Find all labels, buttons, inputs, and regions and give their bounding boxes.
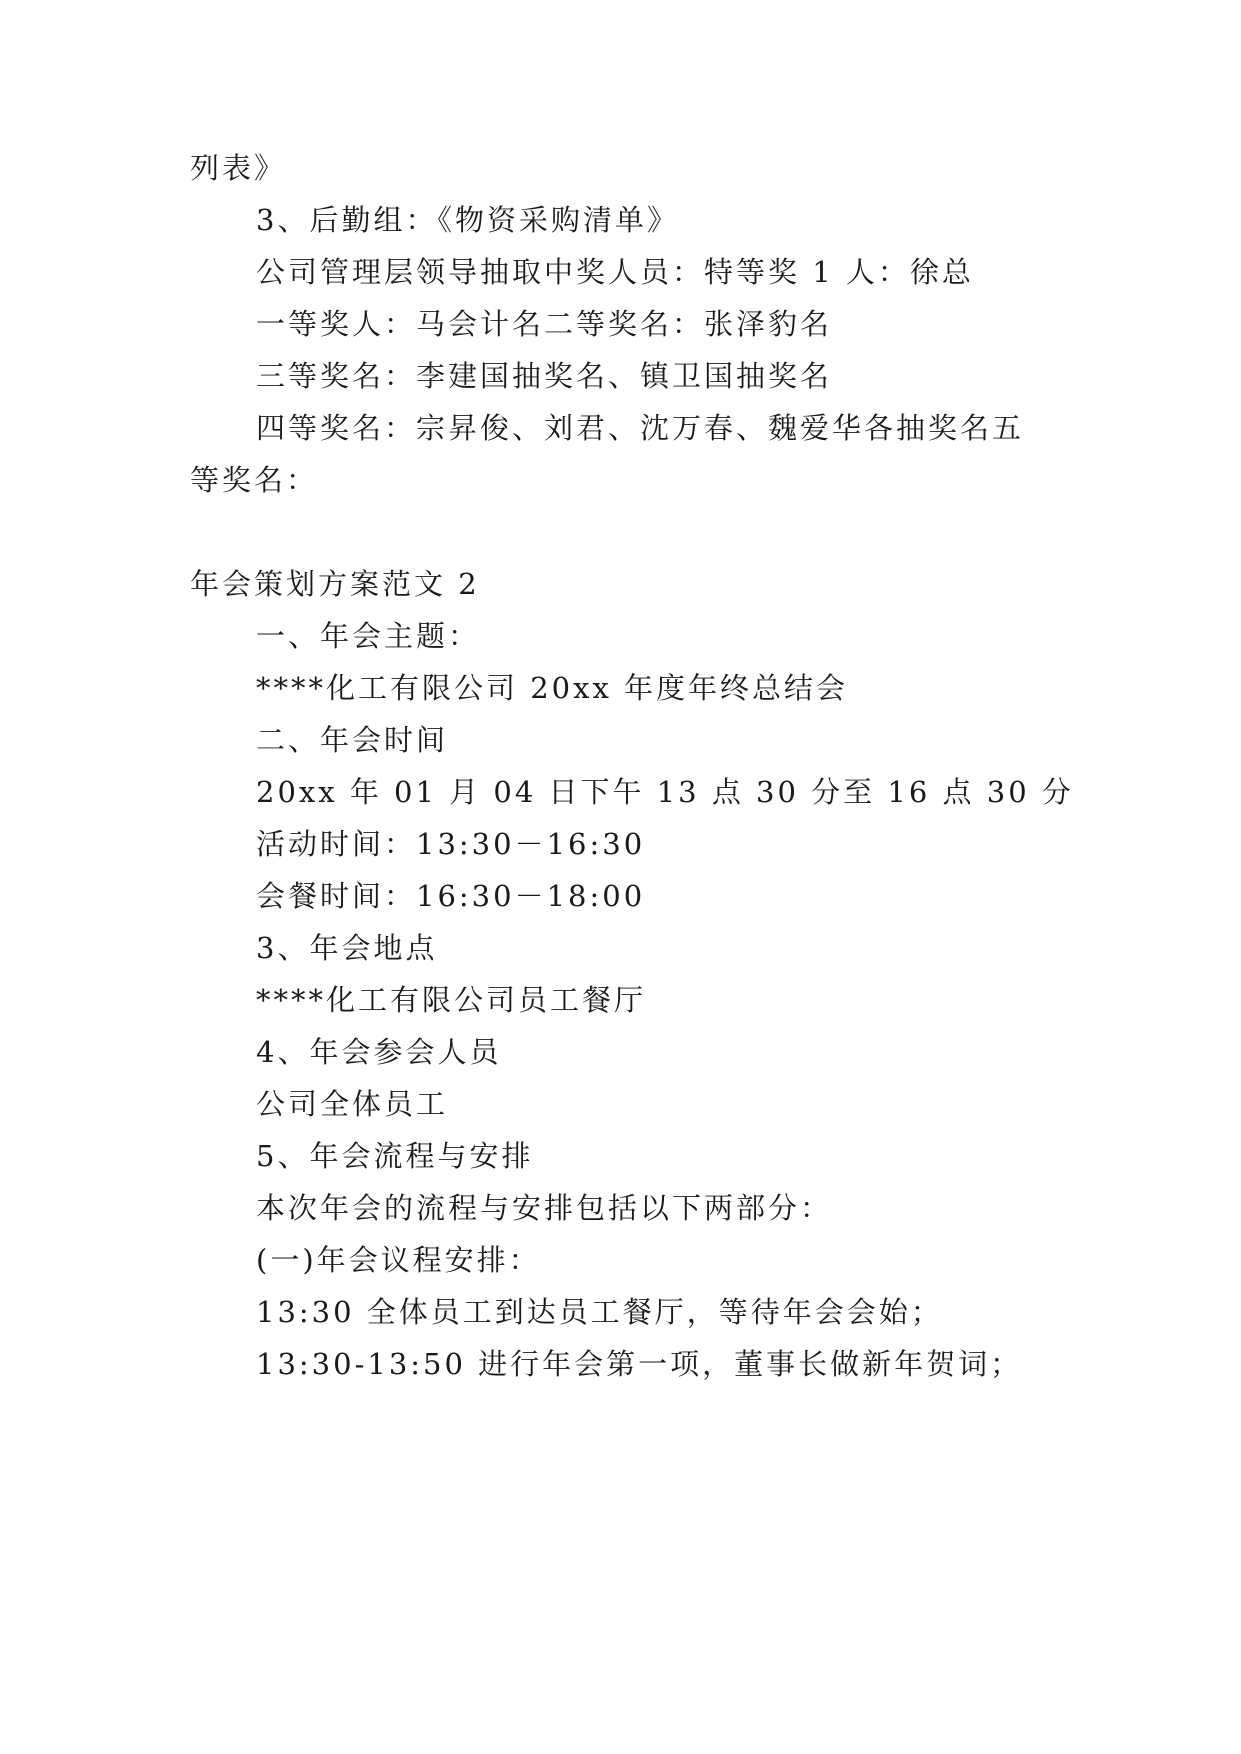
- section-heading: 年会策划方案范文 2: [190, 567, 480, 601]
- text-line: 二、年会时间: [256, 723, 449, 757]
- text-line: 3、年会地点: [256, 931, 438, 965]
- text-line: ****化工有限公司 20xx 年度年终总结会: [256, 671, 849, 705]
- text-line: 13:30 全体员工到达员工餐厅，等待年会会始；: [256, 1295, 943, 1329]
- text-line: 公司全体员工: [256, 1087, 449, 1121]
- text-line: 四等奖名：宗昇俊、刘君、沈万春、魏爱华各抽奖名五: [256, 411, 1025, 445]
- text-line: 一等奖人：马会计名二等奖名：张泽豹名: [256, 307, 833, 341]
- text-line: 等奖名：: [190, 463, 319, 497]
- text-line: 5、年会流程与安排: [256, 1139, 534, 1173]
- text-line: 一、年会主题：: [256, 619, 481, 653]
- text-line: 公司管理层领导抽取中奖人员：特等奖 1 人：徐总: [256, 255, 974, 289]
- text-line: 列表》: [190, 151, 287, 185]
- text-line: 三等奖名：李建国抽奖名、镇卫国抽奖名: [256, 359, 833, 393]
- text-line: 4、年会参会人员: [256, 1035, 502, 1069]
- text-line: 20xx 年 01 月 04 日下午 13 点 30 分至 16 点 30 分: [256, 775, 1074, 809]
- text-line: 活动时间：13:30－16:30: [256, 827, 646, 861]
- text-line: 3、后勤组：《物资采购清单》: [256, 203, 679, 237]
- text-line: ****化工有限公司员工餐厅: [256, 983, 647, 1017]
- text-line: 本次年会的流程与安排包括以下两部分：: [256, 1191, 833, 1225]
- text-line: 13:30-13:50 进行年会第一项，董事长做新年贺词；: [256, 1347, 1023, 1381]
- text-line: (一)年会议程安排：: [256, 1243, 541, 1277]
- text-line: 会餐时间：16:30－18:00: [256, 879, 646, 913]
